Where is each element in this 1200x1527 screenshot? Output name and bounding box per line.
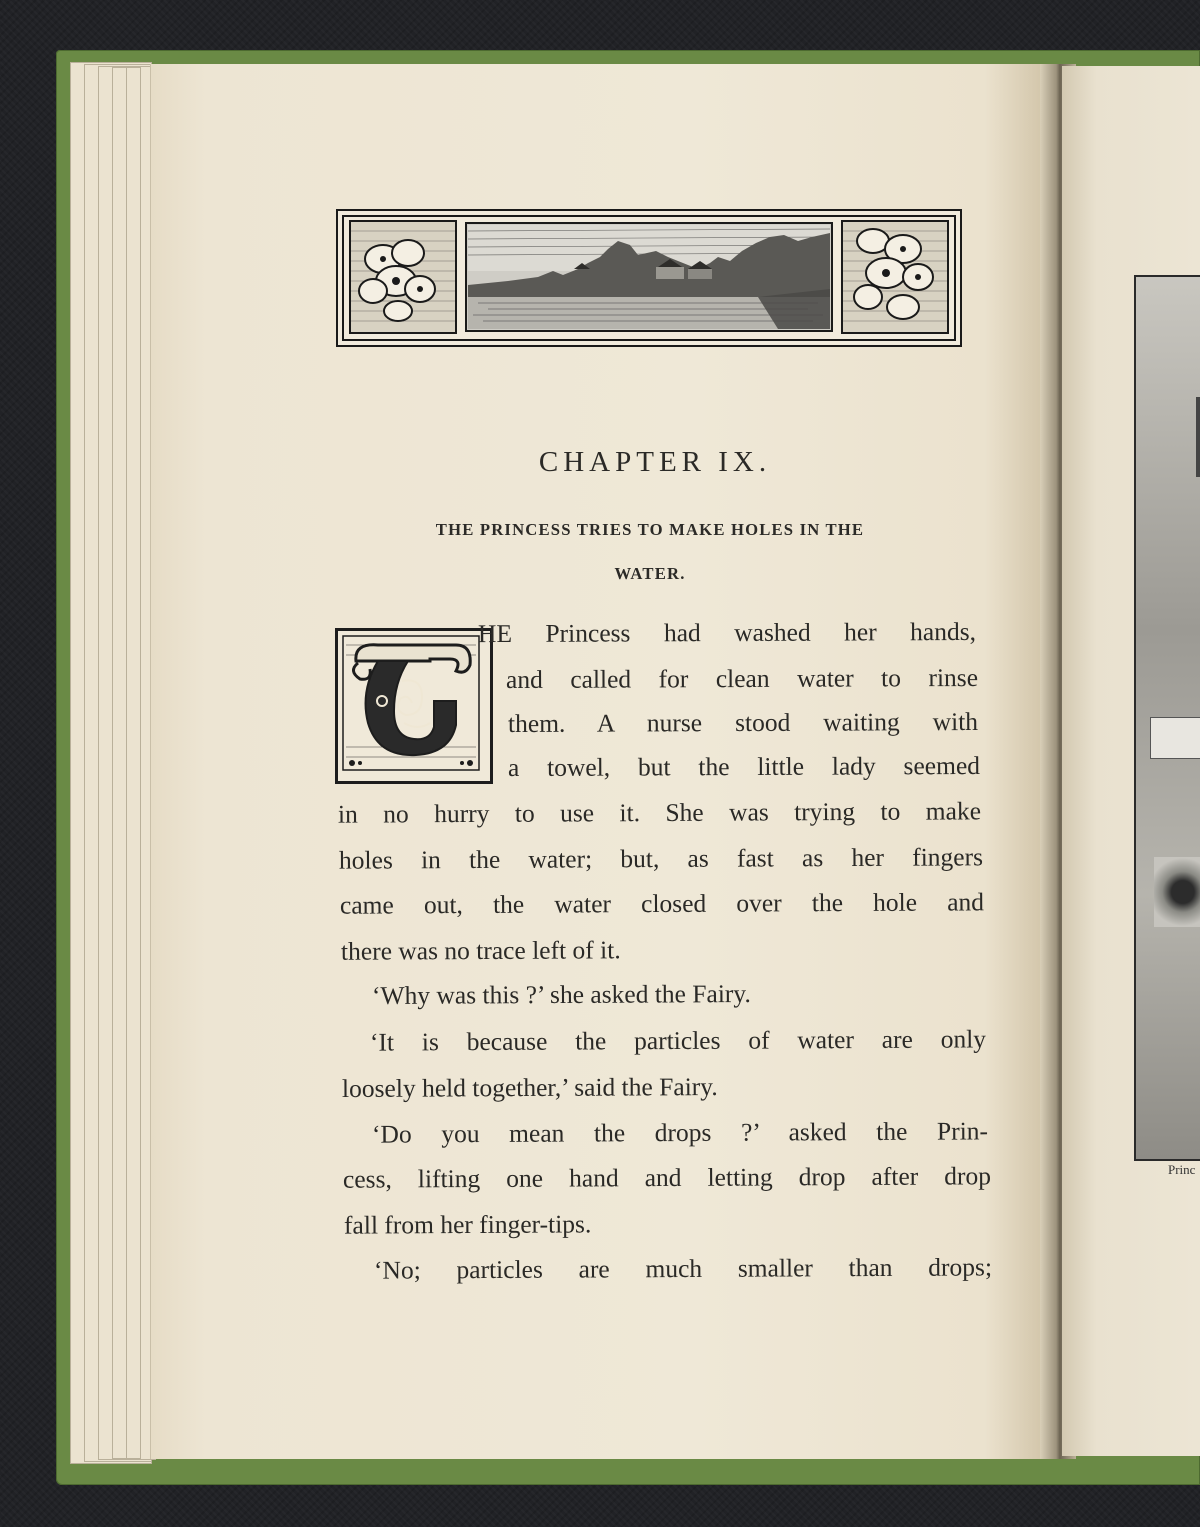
text-line: ‘Do you mean the drops ?’ asked the Prin- bbox=[371, 1116, 989, 1149]
text-line: cess, lifting one hand and letting drop after drop bbox=[342, 1161, 992, 1194]
text-line: holes in the water; but, as fast as her fingers bbox=[338, 842, 984, 875]
text-line: them. A nurse stood waiting with bbox=[507, 706, 979, 739]
text-line: fall from her finger-tips. bbox=[343, 1209, 592, 1240]
chapter-subtitle-line-1: THE PRINCESS TRIES TO MAKE HOLES IN THE bbox=[435, 520, 865, 539]
chapter-headpiece-ornament bbox=[336, 209, 962, 347]
text-line: HE Princess had washed her hands, bbox=[477, 616, 977, 649]
text-line: ‘It is because the particles of water are only bbox=[369, 1024, 987, 1057]
chapter-title: CHAPTER IX. bbox=[538, 446, 772, 478]
text-line: and called for clean water to rinse bbox=[505, 662, 979, 695]
text-line: there was no trace left of it. bbox=[340, 935, 621, 966]
text-line: came out, the water closed over the hole and bbox=[339, 887, 985, 920]
plate-caption: Princ bbox=[1168, 1162, 1196, 1177]
text-line: loosely held together,’ said the Fairy. bbox=[341, 1072, 718, 1103]
ornamental-drop-cap bbox=[335, 628, 493, 784]
text-line: ‘Why was this ?’ she asked the Fairy. bbox=[371, 979, 751, 1010]
facing-illustration-plate bbox=[1134, 275, 1200, 1161]
text-line: ‘No; particles are much smaller than drops; bbox=[373, 1252, 993, 1285]
text-line: in no hurry to use it. She was trying to make bbox=[337, 796, 982, 829]
text-line: a towel, but the little lady seemed bbox=[507, 750, 981, 783]
chapter-subtitle-line-2: WATER. bbox=[614, 564, 686, 583]
